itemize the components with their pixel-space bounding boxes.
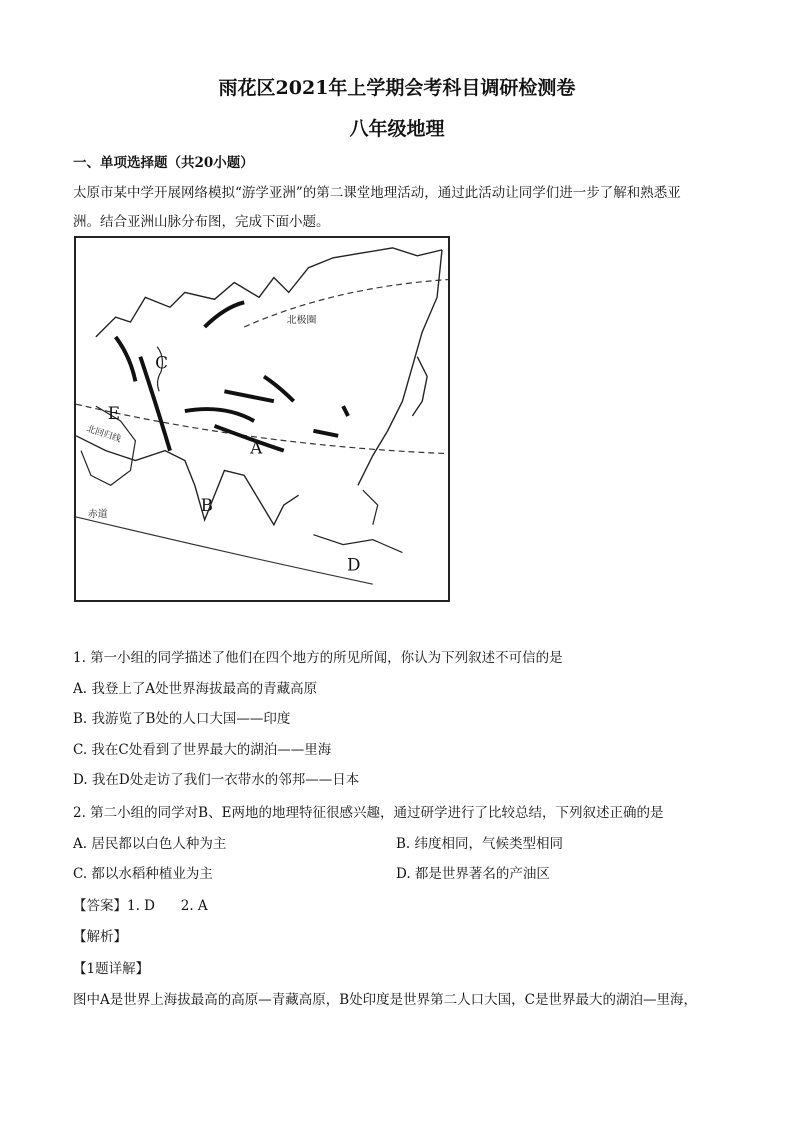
arctic-circle-line [244,280,448,327]
q2-option-c: C. 都以水稻种植业为主 [73,866,213,882]
intro-line-1: 太原市某中学开展网络模拟“游学亚洲”的第二课堂地理活动，通过此活动让同学们进一步了解和熟悉亚 [73,185,681,201]
arctic-circle-label: 北极圈 [286,315,317,327]
japan-islands [412,357,427,416]
label-a: A [250,437,263,458]
intro-line-2: 洲。结合亚洲山脉分布图，完成下面小题。 [73,214,330,230]
mountain-range-4 [224,391,273,401]
philippines [363,490,378,525]
north-coast [96,248,442,337]
q1-option-a: A. 我登上了A处世界海拔最高的青藏高原 [73,681,318,697]
q1-option-d: D. 我在D处走访了我们一衣带水的邻邦——日本 [73,772,360,788]
q2-stem: 2. 第二小组的同学对B、E两地的地理特征很感兴趣，通过研学进行了比较总结，下列叙述正确的是 [73,805,664,821]
map-drawing [76,238,448,600]
mountain-range-5 [185,409,254,421]
himalaya-range [215,426,284,451]
q2-option-a: A. 居民都以白色人种为主 [73,836,227,852]
document-title: 雨花区2021年上学期会考科目调研检测卷 [218,77,576,99]
label-b: B [200,494,214,515]
mountain-range-3 [205,302,245,327]
section-heading: 一、单项选择题（共20小题） [73,155,254,171]
q2-option-b: B. 纬度相同，气候类型相同 [396,836,564,852]
mountain-range-7 [313,431,338,436]
mountain-range-6 [264,376,294,401]
q1-option-b: B. 我游览了B处的人口大国——印度 [73,711,291,727]
label-d: D [347,554,361,575]
q1-stem: 1. 第一小组的同学描述了他们在四个地方的所见所闻，你认为下列叙述不可信的是 [73,650,563,666]
tropic-label: 北回归线 [85,424,122,445]
equator-label: 赤道 [87,508,108,520]
detail-text: 图中A是世界上海拔最高的高原—青藏高原，B处印度是世界第二人口大国，C是世界最大的湖泊—里海， [73,992,697,1008]
south-coast [76,436,299,525]
analysis-tag: 【解析】 [73,929,127,945]
asia-mountain-map [74,236,450,602]
answer-value: 1. D 2. A [127,898,208,914]
label-e: E [107,403,120,423]
equator-line [76,517,373,584]
answer-row [73,894,208,914]
detail-tag: 【1题详解】 [73,961,150,977]
answer-tag: 【答案】 [73,898,127,914]
q2-option-d: D. 都是世界著名的产油区 [396,866,550,882]
document-subtitle: 八年级地理 [349,118,445,140]
mountain-range-8 [343,406,348,416]
mountain-range-1 [116,337,136,382]
label-c: C [155,352,169,373]
east-coast [358,250,442,485]
se-asia-islands [313,535,402,553]
q1-option-c: C. 我在C处看到了世界最大的湖泊——里海 [73,742,332,758]
